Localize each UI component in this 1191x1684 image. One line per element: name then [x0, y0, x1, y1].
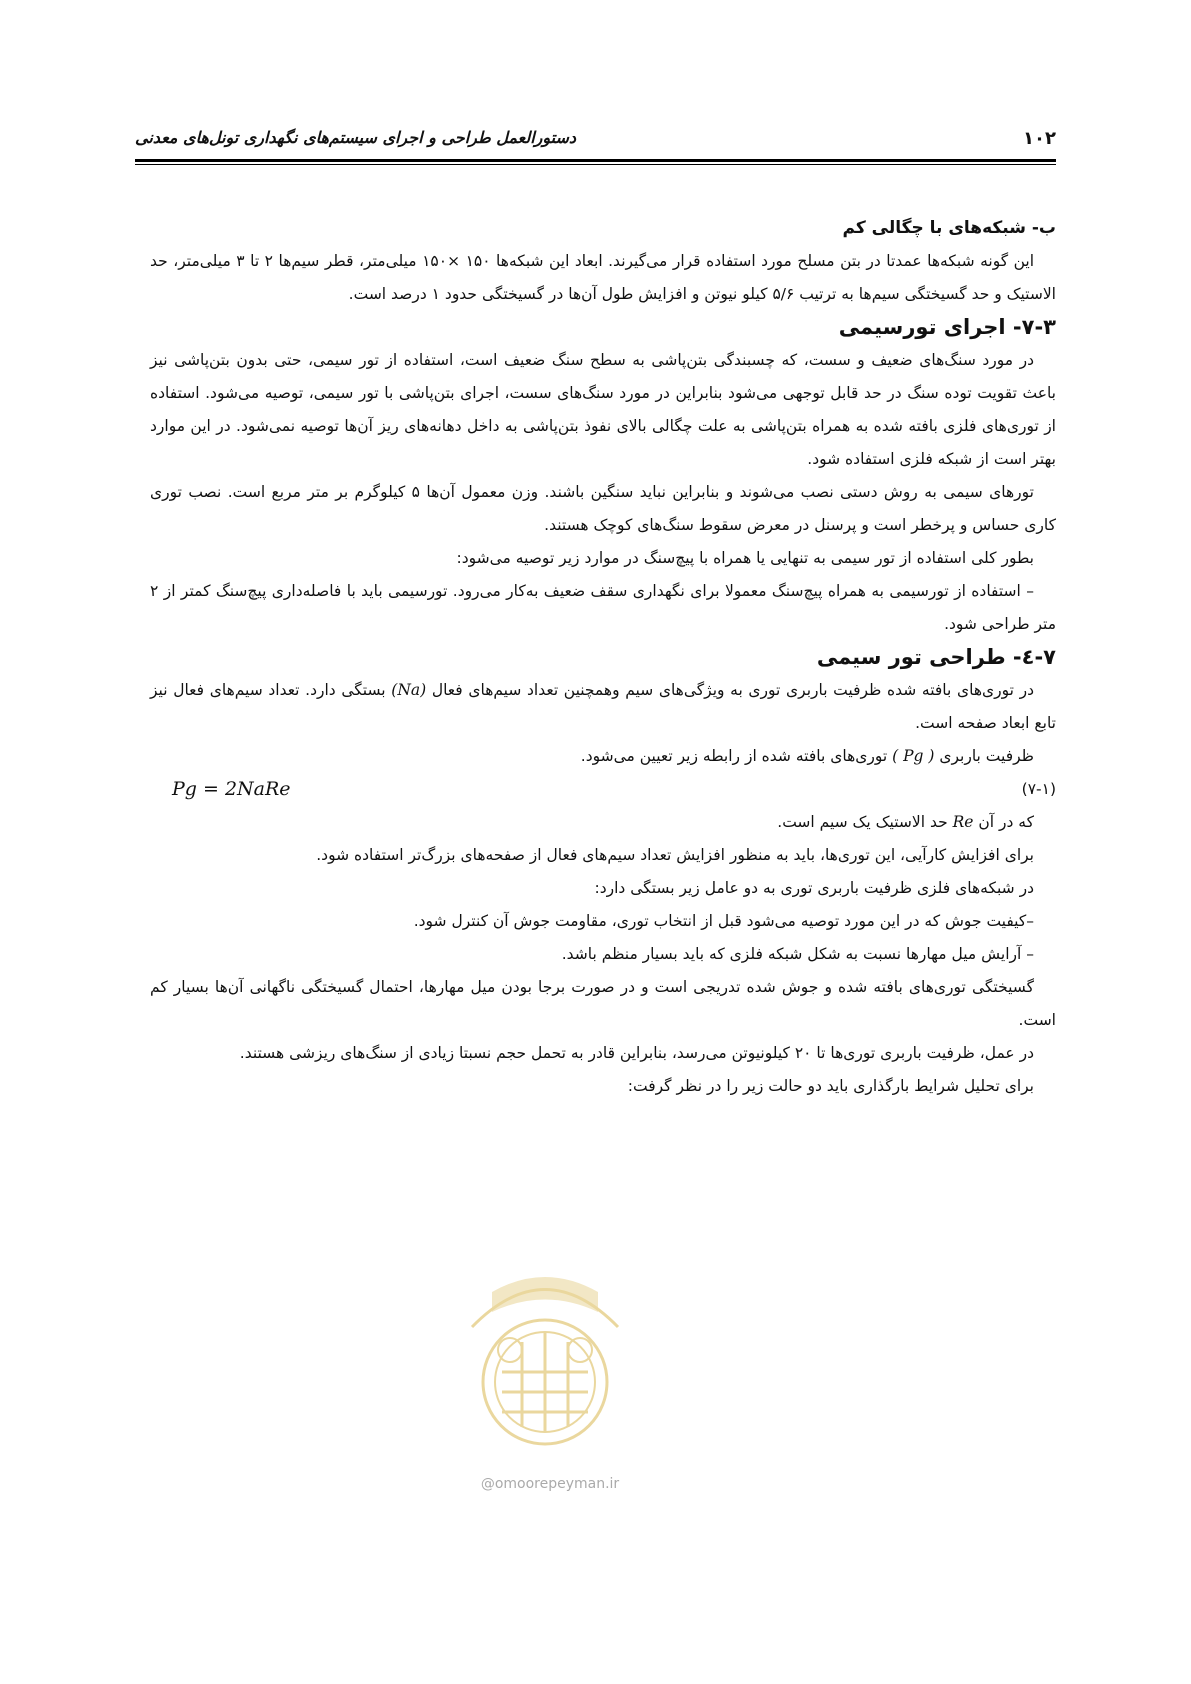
running-title: دستورالعمل طراحی و اجرای سیستم‌های نگهداری تونل‌های معدنی: [135, 128, 577, 147]
header-rule-thin: [135, 164, 1056, 165]
watermark-seal-logo: [452, 1232, 638, 1462]
paragraph: در عمل، ظرفیت باربری توری‌ها تا ۲۰ کیلونیوتن می‌رسد، بنابراین قادر به تحمل حجم نسبتا زیادی از سنگ‌های ریزشی هستند.: [239, 1044, 1034, 1062]
list-item: – آرایش میل مهارها نسبت به شکل شبکه فلزی که باید بسیار منظم باشد.: [561, 945, 1034, 963]
paragraph: – استفاده از تورسیمی به همراه پیچ‌سنگ معمولا برای نگهداری سقف ضعیف به‌کار می‌رود. تورسیمی باید با فاصله‌داری پیچ‌سنگ کمتر از ۲ متر طراحی شود.: [150, 582, 1056, 633]
header-rule-thick: [135, 159, 1056, 162]
equation: Pg = 2NaRe: [172, 778, 291, 800]
text-run: بستگی دارد. تعداد سیم‌های فعال نیز تابع ابعاد صفحه است.: [150, 681, 1056, 732]
paragraph: بطور کلی استفاده از تور سیمی به تنهایی یا همراه با پیچ‌سنگ در موارد زیر توصیه می‌شود:: [456, 549, 1034, 567]
paragraph: برای تحلیل شرایط بارگذاری باید دو حالت زیر را در نظر گرفت:: [627, 1077, 1034, 1095]
symbol-na: (Na): [391, 681, 427, 699]
paragraph-low-density-mesh: این گونه شبکه‌ها عمدتا در بتن مسلح مورد استفاده قرار می‌گیرند. ابعاد این شبکه‌ها ۱۵۰ ×۱۵۰ میلی‌متر، قطر سیم‌ها ۲ تا ۳ میلی‌متر، حد الاستیک و حد گسیختگی سیم‌ها به ترتیب ۵/۶ کیلو نیوتن و افزایش طول آن‌ها در گسیختگی حدود ۱ درصد است.: [150, 252, 1056, 303]
paragraph: گسیختگی توری‌های بافته شده و جوش شده تدریجی است و در صورت برجا بودن میل مهارها، احتمال گسیختگی ناگهانی آن‌ها بسیار کم است.: [150, 978, 1056, 1029]
equation-row: [150, 773, 1056, 806]
symbol-re: Re: [952, 813, 974, 831]
section-heading-7-4: ۷-٤- طراحی تور سیمی: [816, 645, 1056, 669]
text-run: ظرفیت باربری: [934, 747, 1034, 765]
paragraph: در شبکه‌های فلزی ظرفیت باربری توری به دو عامل زیر بستگی دارد:: [594, 879, 1034, 897]
symbol-pg: ( Pg ): [892, 747, 935, 765]
paragraph: [150, 806, 1056, 839]
text-run: حد الاستیک یک سیم است.: [777, 813, 953, 831]
watermark-url: @omoorepeyman.ir: [480, 1476, 620, 1492]
body-text: [150, 212, 1056, 1103]
paragraph: [150, 674, 1056, 740]
paragraph: در مورد سنگ‌های ضعیف و سست، که چسبندگی بتن‌پاشی به سطح سنگ ضعیف است، استفاده از تور سیمی، حتی بدون بتن‌پاشی نیز باعث تقویت توده سنگ در حد قابل توجهی می‌شود بنابراین در مورد سنگ‌های سست، اجرای بتن‌پاشی با تور سیمی، توصیه می‌شود. استفاده از توری‌های فلزی بافته شده به همراه بتن‌پاشی به علت چگالی بالای نفوذ بتن‌پاشی به داخل دهانه‌های ریز آن‌ها توصیه نمی‌شود. در این موارد بهتر است از شبکه فلزی استفاده شود.: [150, 351, 1056, 468]
running-header: [135, 128, 1056, 160]
text-run: در توری‌های بافته شده ظرفیت باربری توری به ویژگی‌های سیم وهمچنین تعداد سیم‌های فعال: [426, 681, 1034, 699]
paragraph: برای افزایش کارآیی، این توری‌ها، باید به منظور افزایش تعداد سیم‌های فعال از صفحه‌های بزرگ‌تر استفاده شود.: [316, 846, 1034, 864]
text-run: توری‌های بافته شده از رابطه زیر تعیین می‌شود.: [580, 747, 893, 765]
paragraph: [150, 740, 1056, 773]
subheading-low-density-mesh: ب- شبکه‌های با چگالی کم: [842, 218, 1056, 238]
equation-number: (۷-۱): [1021, 780, 1056, 798]
section-heading-7-3: ۷-۳- اجرای تورسیمی: [838, 315, 1056, 339]
list-item: –کیفیت جوش که در این مورد توصیه می‌شود قبل از انتخاب توری، مقاومت جوش آن کنترل شود.: [413, 912, 1034, 930]
paragraph: تورهای سیمی به روش دستی نصب می‌شوند و بنابراین نباید سنگین باشند. وزن معمول آن‌ها ۵ کیلوگرم بر متر مربع است. نصب توری کاری حساس و پرخطر است و پرسنل در معرض سقوط سنگ‌های کوچک هستند.: [150, 483, 1056, 534]
page-number: ۱۰۲: [1023, 128, 1056, 149]
text-run: که در آن: [973, 813, 1034, 831]
